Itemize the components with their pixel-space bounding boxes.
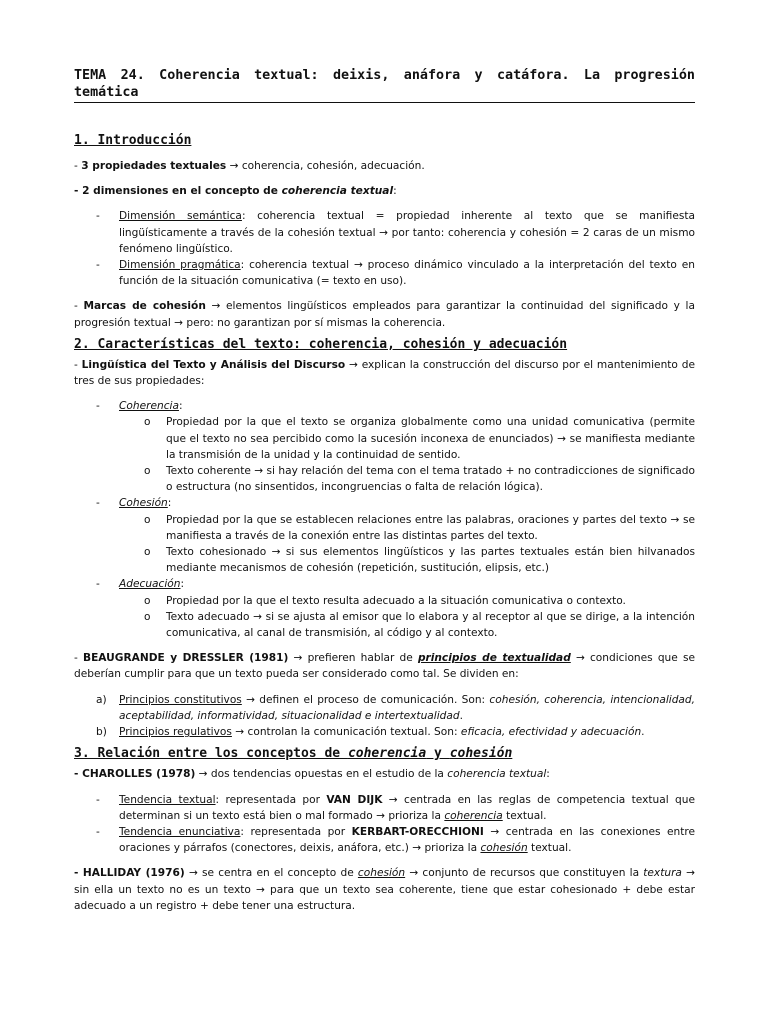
paragraph-dimensiones: - 2 dimensiones en el concepto de coherencia textual: xyxy=(74,185,397,198)
list-item-adecuacion: - Adecuación: xyxy=(96,578,185,591)
list-item-cohesion: - Cohesión: xyxy=(96,497,172,510)
section-heading-relacion: 3. Relación entre los conceptos de coherencia y cohesión xyxy=(74,746,513,762)
list-item-dimension-semantica: - Dimensión semántica: coherencia textual = propiedad inherente al texto que se manifiesta lingüísticamente a través de la cohesión textual → por tanto: coherencia y cohesión = 2 caras de un mismo fenómeno lingüístico. xyxy=(96,210,696,255)
sub-item: o Propiedad por la que el texto se organiza globalmente como una unidad comunicativa (permite que el texto no sea percibido como la sucesión inconexa de enunciados) → se manifiesta mediante la transmisión de la unidad y la continuidad de sentido. xyxy=(144,416,695,461)
sub-item: o Texto cohesionado → si sus elementos lingüísticos y las partes textuales están bien hilvanados mediante mecanismos de cohesión (repetición, sustitución, elipsis, etc.) xyxy=(144,546,695,575)
paragraph-beaugrande: - BEAUGRANDE y DRESSLER (1981) → prefieren hablar de principios de textualidad → condiciones que se deberían cumplir para que un texto pueda ser considerado como tal. Se dividen en: xyxy=(74,652,695,681)
list-item-dimension-pragmatica: - Dimensión pragmática: coherencia textual → proceso dinámico vinculado a la interpretación del texto en función de la situación comunicativa (= texto en uso). xyxy=(96,259,695,288)
list-item-principios-regulativos: b) Principios regulativos → controlan la comunicación textual. Son: eficacia, efectividad y adecuación. xyxy=(96,726,645,739)
document-page xyxy=(74,0,695,914)
paragraph-charolles: - CHAROLLES (1978) → dos tendencias opuestas en el estudio de la coherencia textual: xyxy=(74,768,550,781)
sub-item: o Propiedad por la que se establecen relaciones entre las palabras, oraciones y partes del texto → se manifiesta a través de la conexión entre las distintas partes del texto. xyxy=(144,513,695,542)
paragraph-propiedades: - 3 propiedades textuales → coherencia, cohesión, adecuación. xyxy=(74,160,425,172)
section-heading-caracteristicas: 2. Características del texto: coherencia, cohesión y adecuación xyxy=(74,336,568,352)
list-item-coherencia: - Coherencia: xyxy=(96,400,183,413)
document-title: TEMA 24. Coherencia textual: deixis, anáfora y catáfora. La progresión temática xyxy=(74,68,695,103)
list-item-tendencia-textual: - Tendencia textual: representada por VAN DIJK → centrada en las reglas de competencia textual que determinan si un texto está bien o mal formado → prioriza la coherencia textual. xyxy=(96,793,695,822)
paragraph-linguistica-texto: - Lingüística del Texto y Análisis del Discurso → explican la construcción del discurso por el mantenimiento de tres de sus propiedades: xyxy=(74,358,695,388)
italic-term: coherencia textual xyxy=(281,185,394,198)
paragraph-halliday: - HALLIDAY (1976) → se centra en el concepto de cohesión → conjunto de recursos que constituyen la textura → sin ella un texto no es un texto → para que un texto sea coherente, tiene que estar cohesionado + debe estar adecuado a un registro + debe tener una estructura. xyxy=(74,867,695,912)
paragraph-marcas-cohesion: - Marcas de cohesión → elementos lingüísticos empleados para garantizar la continuidad del significado y la progresión textual → pero: no garantizan por sí mismas la coherencia. xyxy=(74,300,695,329)
sub-item: o Propiedad por la que el texto resulta adecuado a la situación comunicativa o contexto. xyxy=(144,594,626,607)
list-item-principios-constitutivos: a) Principios constitutivos → definen el proceso de comunicación. Son: cohesión, coherencia, intencionalidad, aceptabilidad, informatividad, situacionalidad e intertextualidad. xyxy=(96,693,696,722)
sub-item: o Texto coherente → si hay relación del tema con el tema tratado + no contradicciones de significado o estructura (no sinsentidos, incongruencias o falta de relación lógica). xyxy=(144,465,695,494)
section-heading-introduccion: 1. Introducción xyxy=(74,133,192,148)
sub-item: o Texto adecuado → si se ajusta al emisor que lo elabora y al receptor al que se dirige, a la intención comunicativa, al canal de transmisión, al código y al contexto. xyxy=(144,610,695,640)
bold-term: 3 propiedades textuales xyxy=(81,160,227,172)
list-item-tendencia-enunciativa: - Tendencia enunciativa: representada por KERBART-ORECCHIONI → centrada en las conexiones entre oraciones y párrafos (conectores, deixis, anáfora, etc.) → prioriza la cohesión textual. xyxy=(96,825,696,855)
